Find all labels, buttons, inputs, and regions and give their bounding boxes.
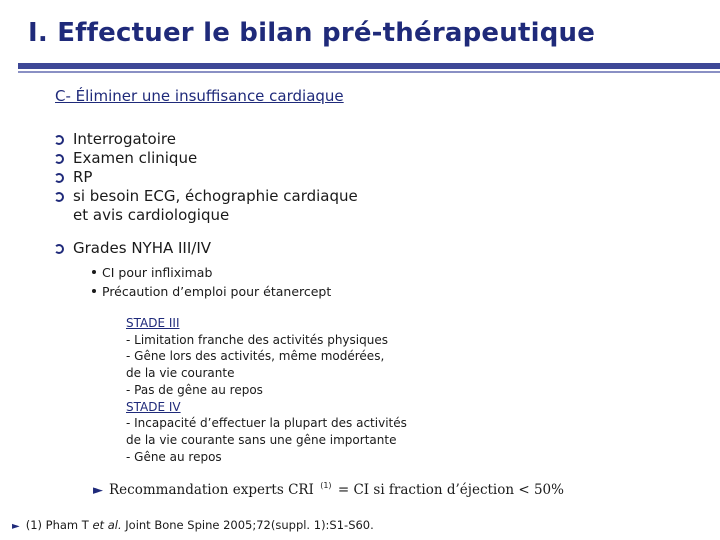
bullet-icon	[54, 173, 64, 183]
arrow-icon: ►	[12, 521, 20, 532]
section-subtitle: C- Éliminer une insuffisance cardiaque	[55, 87, 344, 105]
sublist-item-text: CI pour infliximab	[102, 265, 213, 280]
bullet-icon	[54, 244, 64, 254]
footnote-ref: (1) Pham T	[25, 518, 89, 532]
list-item-text: RP	[73, 168, 93, 186]
list-item	[54, 130, 358, 149]
footnote-etal: et al.	[92, 518, 122, 532]
sublist-item	[92, 263, 331, 282]
grades-heading	[54, 239, 211, 258]
footnote-source: Joint Bone Spine 2005;72(suppl. 1):S1-S60.	[125, 518, 374, 532]
recommendation-text: Recommandation experts CRI	[109, 482, 314, 498]
stade-iii-title: STADE III	[126, 316, 180, 330]
stade-iii-line: - Gêne lors des activités, même modérées,	[126, 349, 385, 364]
dot-bullet-icon	[92, 270, 96, 274]
stade-iv-line: - Incapacité d’effectuer la plupart des activités	[126, 416, 407, 431]
list-item-text: Interrogatoire	[73, 130, 176, 148]
stade-iii-line: - Limitation franche des activités physiques	[126, 332, 388, 347]
title-rule-thin	[18, 71, 720, 73]
stade-iii-line: - Pas de gêne au repos	[126, 382, 263, 397]
bullet-icon	[54, 135, 64, 145]
sublist-item-text: Précaution d’emploi pour étanercept	[102, 284, 332, 299]
grades-label: Grades NYHA III/IV	[73, 239, 212, 257]
list-item	[54, 187, 358, 206]
list-item-text: si besoin ECG, échographie cardiaque	[73, 187, 358, 205]
recommendation	[93, 481, 564, 498]
grades-sublist	[92, 263, 331, 301]
list-item	[54, 168, 358, 187]
dot-bullet-icon	[92, 289, 96, 293]
bullet-list	[54, 130, 358, 225]
stade-iv-line: - Gêne au repos	[126, 449, 222, 464]
recommendation-conclusion: = CI si fraction d’éjection < 50%	[337, 482, 564, 498]
sublist-item	[92, 282, 331, 301]
footnote	[12, 518, 374, 532]
list-item-continuation: et avis cardiologique	[73, 206, 230, 224]
list-item	[54, 149, 358, 168]
bullet-icon	[54, 192, 64, 202]
list-item-text: Examen clinique	[73, 149, 198, 167]
stade-iv-title: STADE IV	[126, 399, 181, 414]
title-rule-thick	[18, 63, 720, 69]
stade-iv-line: de la vie courante sans une gêne importante	[126, 432, 397, 447]
bullet-icon	[54, 154, 64, 164]
nyha-stades-box	[126, 315, 407, 465]
stade-iii-line: de la vie courante	[126, 366, 235, 381]
page-title: I. Effectuer le bilan pré-thérapeutique	[28, 18, 596, 48]
citation-marker: (1)	[320, 481, 332, 490]
arrow-icon: ►	[93, 483, 103, 498]
